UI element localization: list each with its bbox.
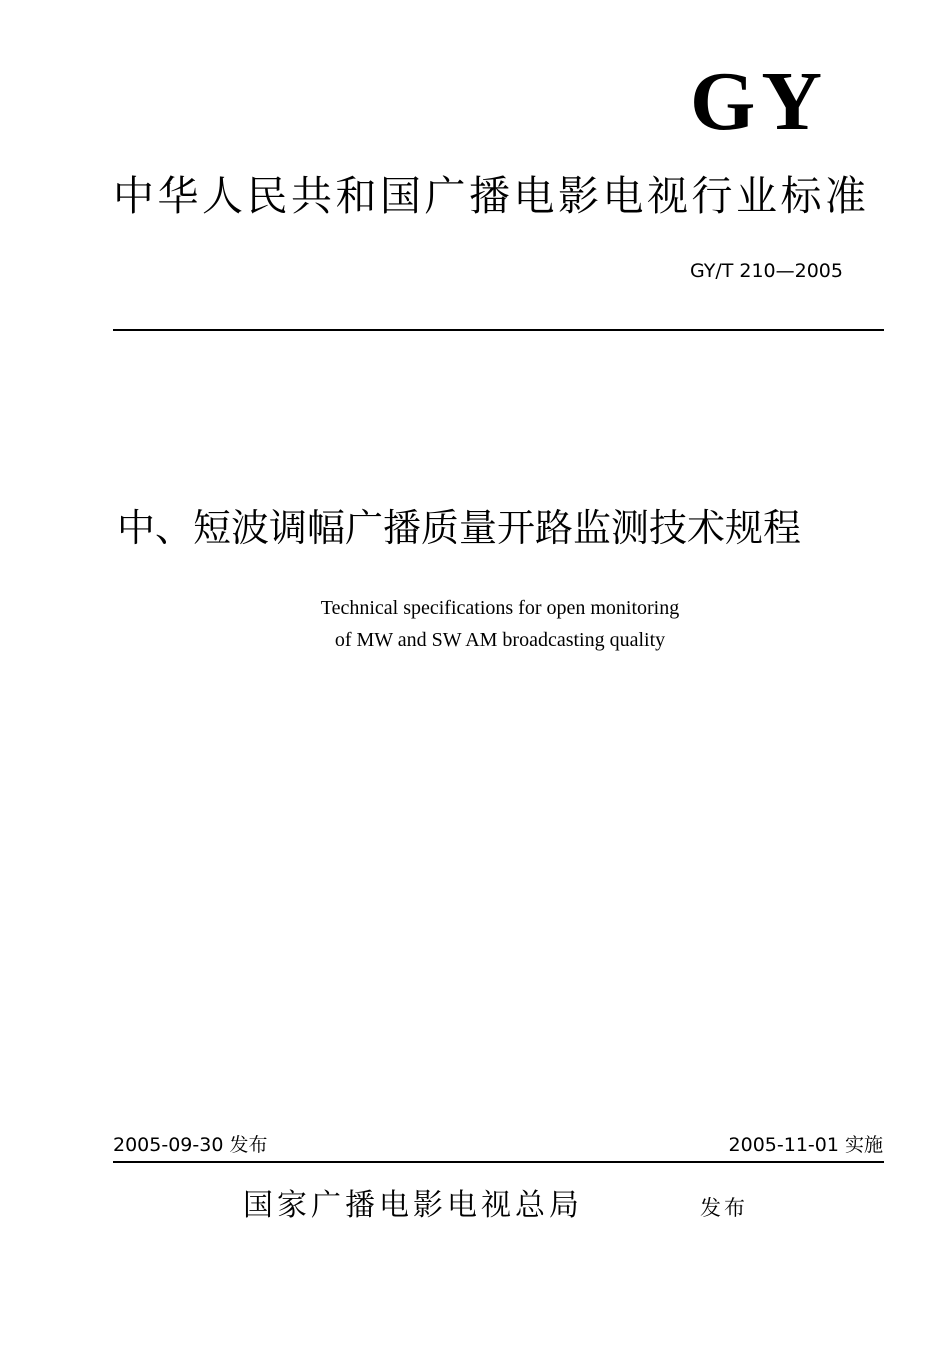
issuing-authority: 国家广播电影电视总局 [243, 1188, 583, 1223]
standard-logo: GY [690, 55, 828, 148]
header-divider [113, 329, 884, 331]
english-title-line-2: of MW and SW AM broadcasting quality [334, 629, 666, 651]
english-title-line-1: Technical specifications for open monitoring [320, 597, 680, 619]
issue-action: 发布 [700, 1196, 748, 1220]
document-title-english [170, 592, 830, 656]
footer-divider [113, 1161, 884, 1163]
issue-date: 2005-09-30 发布 [113, 1134, 268, 1156]
industry-standard-heading: 中华人民共和国广播电影电视行业标准 [113, 172, 870, 220]
document-title-chinese: 中、短波调幅广播质量开路监测技术规程 [117, 506, 802, 550]
standard-number: GY/T 210—2005 [689, 260, 843, 282]
implementation-date: 2005-11-01 实施 [728, 1134, 883, 1156]
